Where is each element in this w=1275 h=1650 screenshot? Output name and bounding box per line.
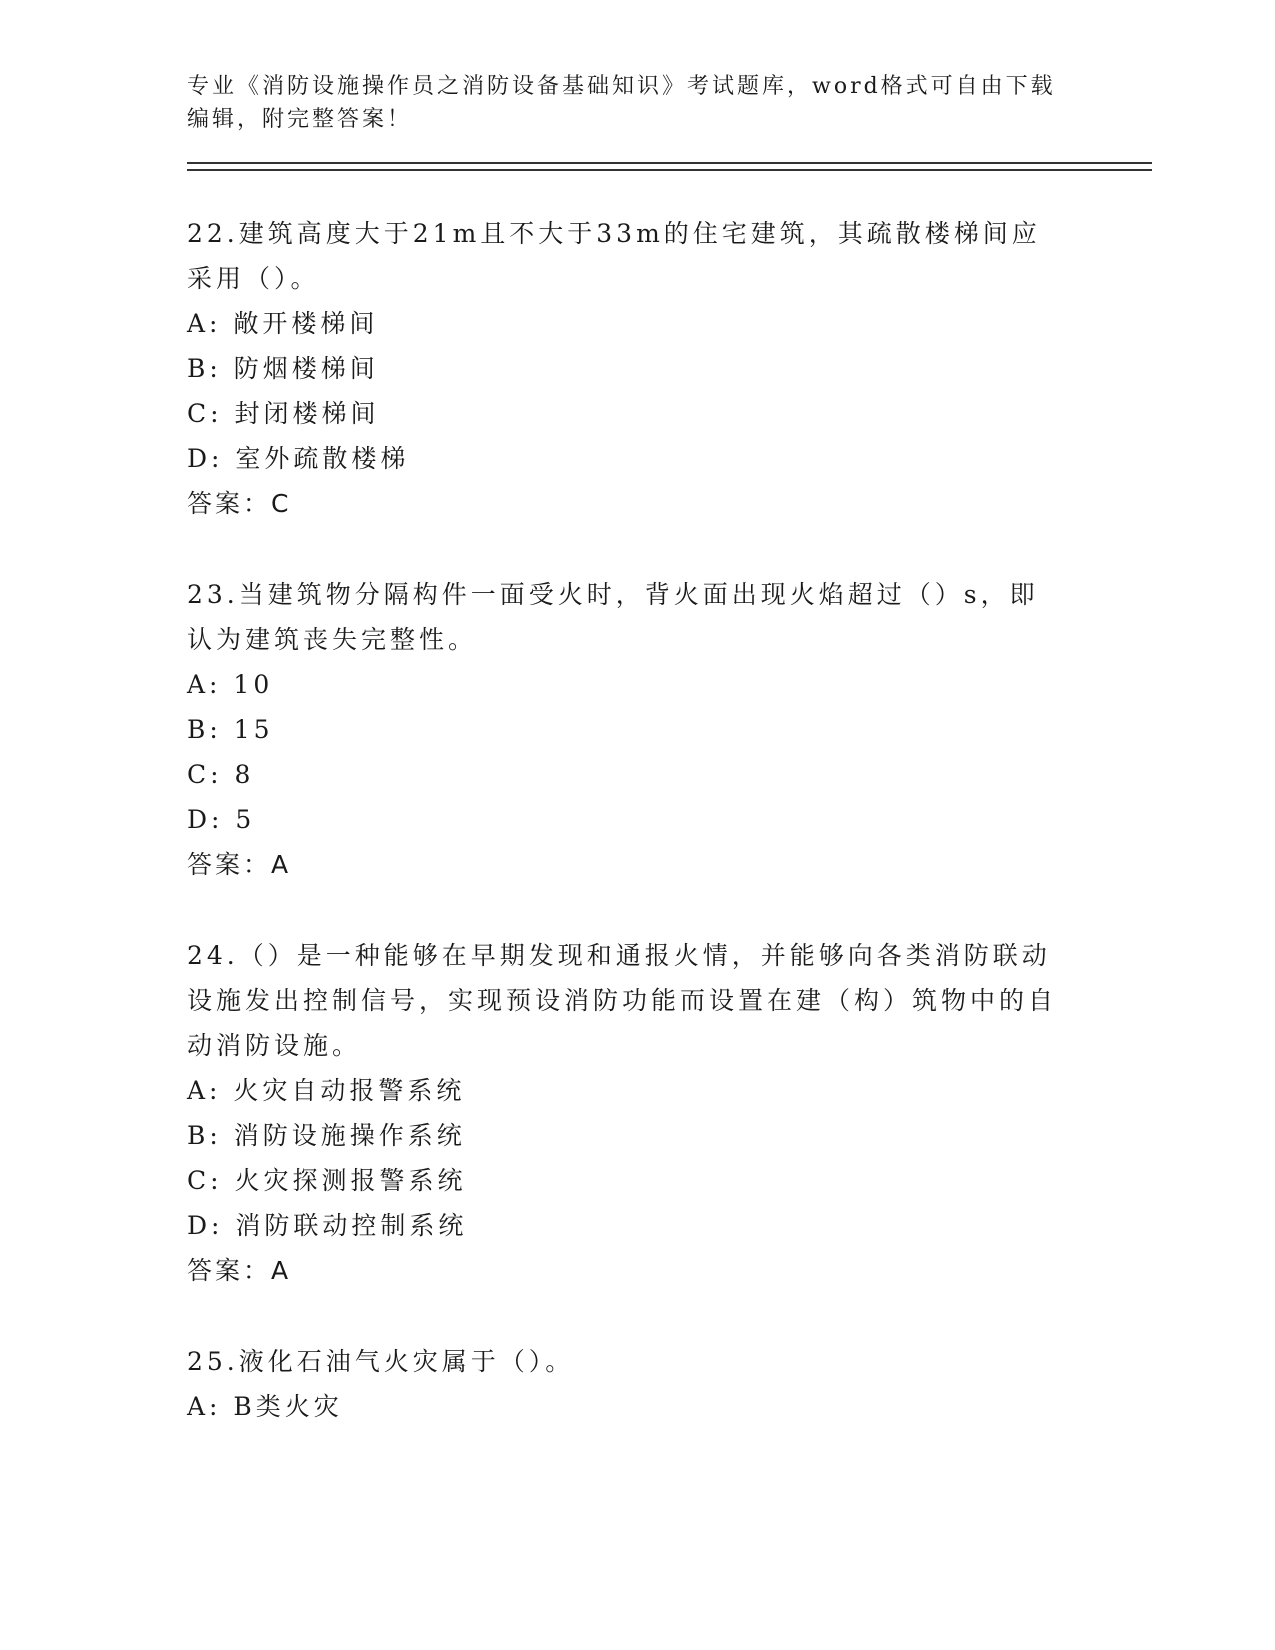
question-23 — [187, 572, 1147, 887]
document-header: 专业《消防设施操作员之消防设备基础知识》考试题库，word格式可自由下载编辑，附完整答案！ — [187, 74, 1056, 132]
option-d: D: 消防联动控制系统 — [187, 1211, 468, 1240]
option-b: B: 防烟楼梯间 — [187, 354, 379, 383]
question-24 — [187, 933, 1147, 1293]
question-stem: 25.液化石油气火灾属于（）。 — [187, 1347, 575, 1376]
answer-text: 答案：C — [187, 489, 292, 518]
question-25 — [187, 1339, 1147, 1429]
option-a: A: 10 — [187, 670, 274, 699]
option-a: A: B类火灾 — [187, 1392, 343, 1421]
document-page — [187, 70, 1147, 1475]
option-d: D: 室外疏散楼梯 — [187, 444, 410, 473]
option-c: C: 8 — [187, 760, 255, 789]
option-c: C: 封闭楼梯间 — [187, 399, 380, 428]
option-c: C: 火灾探测报警系统 — [187, 1166, 467, 1195]
option-a: A: 敞开楼梯间 — [187, 309, 379, 338]
answer-text: 答案：A — [187, 1256, 292, 1285]
question-stem: 24.（）是一种能够在早期发现和通报火情，并能够向各类消防联动设施发出控制信号，实现预设消防功能而设置在建（构）筑物中的自动消防设施。 — [187, 941, 1058, 1060]
option-d: D: 5 — [187, 805, 256, 834]
question-list — [187, 211, 1147, 1429]
option-b: B: 15 — [187, 715, 274, 744]
option-b: B: 消防设施操作系统 — [187, 1121, 466, 1150]
question-stem: 23.当建筑物分隔构件一面受火时，背火面出现火焰超过（）s，即认为建筑丧失完整性。 — [187, 580, 1039, 654]
option-a: A: 火灾自动报警系统 — [187, 1076, 466, 1105]
header-divider — [187, 162, 1152, 171]
question-stem: 22.建筑高度大于21m且不大于33m的住宅建筑，其疏散楼梯间应采用（）。 — [187, 219, 1041, 293]
answer-text: 答案：A — [187, 850, 292, 879]
question-22 — [187, 211, 1147, 526]
